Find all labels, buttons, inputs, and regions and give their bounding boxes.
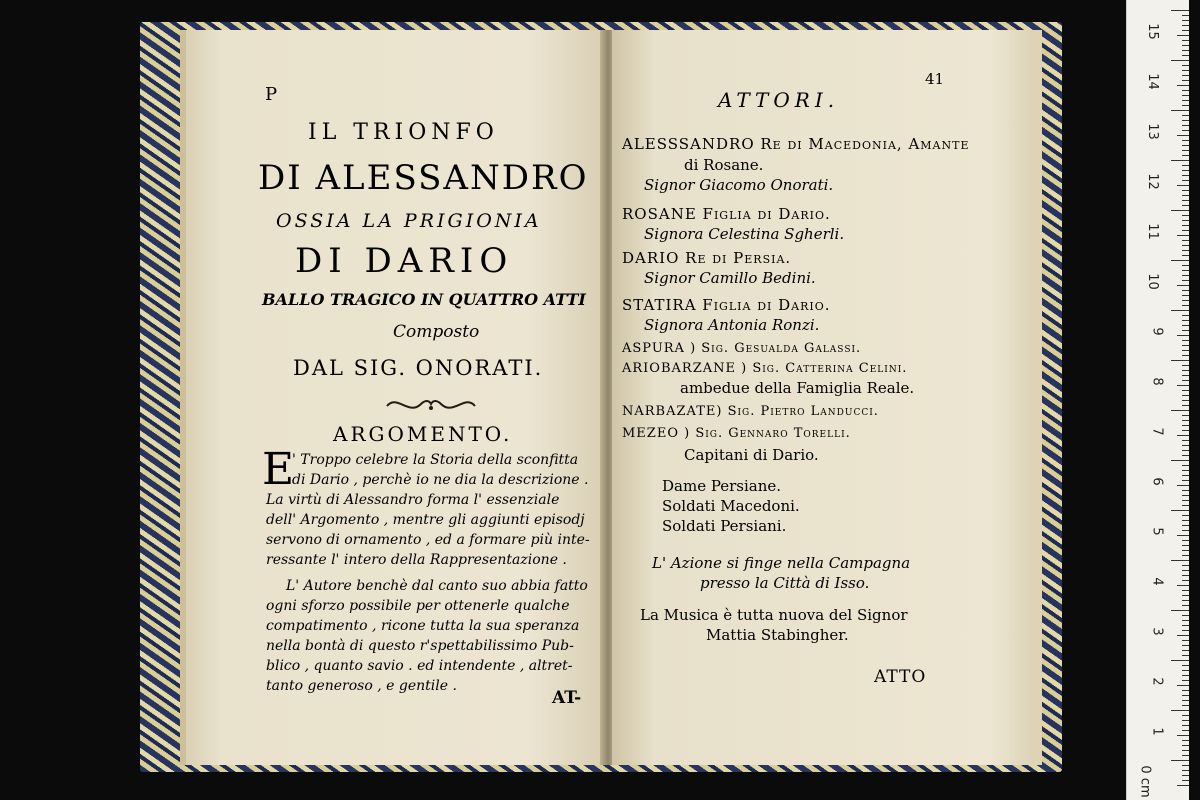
ruler-tick: [1182, 595, 1189, 596]
ruler-tick: [1182, 325, 1189, 326]
ruler-tick: [1182, 165, 1189, 166]
ruler-tick: [1182, 220, 1189, 221]
ruler-tick: [1182, 515, 1189, 516]
ruler-tick: [1182, 555, 1189, 556]
ruler-tick: [1182, 450, 1189, 451]
ruler-tick: [1182, 655, 1189, 656]
catchword-right: ATTO: [874, 667, 927, 687]
ruler-tick: [1171, 310, 1189, 311]
ruler-tick: [1182, 705, 1189, 706]
ruler-tick: [1182, 70, 1189, 71]
ruler-tick: [1171, 160, 1189, 161]
ruler-tick: [1182, 570, 1189, 571]
measuring-ruler: [1126, 0, 1189, 800]
ruler-tick: [1182, 680, 1189, 681]
para1-line: ressante l' intero della Rappresentazione .: [266, 552, 567, 568]
ruler-tick: [1182, 420, 1189, 421]
ruler-tick: [1182, 670, 1189, 671]
ruler-tick: [1182, 205, 1189, 206]
ruler-tick: [1182, 100, 1189, 101]
ruler-tick: [1182, 305, 1189, 306]
ruler-tick: [1182, 425, 1189, 426]
ruler-tick: [1182, 45, 1189, 46]
title-line-1: IL TRIONFO: [308, 120, 499, 145]
ruler-tick: [1182, 230, 1189, 231]
ruler-tick: [1182, 490, 1189, 491]
ruler-tick: [1182, 645, 1189, 646]
ruler-tick: [1182, 80, 1189, 81]
ruler-tick: [1182, 620, 1189, 621]
ruler-tick: [1171, 360, 1189, 361]
ruler-number: 9: [1149, 327, 1165, 336]
ruler-number: 14: [1145, 73, 1161, 90]
ruler-tick: [1182, 445, 1189, 446]
ruler-tick: [1171, 560, 1189, 561]
cast-line: Signor Camillo Bedini.: [644, 269, 816, 287]
ruler-tick: [1182, 665, 1189, 666]
ruler-tick: [1177, 485, 1189, 486]
ruler-tick: [1171, 410, 1189, 411]
ruler-number: 2: [1149, 677, 1165, 686]
cast-line: ARIOBARZANE ) Sig. Catterina Celini.: [622, 361, 908, 376]
ruler-tick: [1182, 315, 1189, 316]
ruler-tick: [1182, 480, 1189, 481]
ruler-tick: [1182, 565, 1189, 566]
ruler-tick: [1182, 180, 1189, 181]
music-line: La Musica è tutta nuova del Signor: [640, 606, 908, 624]
ruler-tick: [1177, 435, 1189, 436]
ruler-tick: [1182, 115, 1189, 116]
ruler-tick: [1182, 455, 1189, 456]
ruler-tick: [1177, 585, 1189, 586]
ruler-tick: [1182, 75, 1189, 76]
setting-line: L' Azione si finge nella Campagna: [652, 554, 911, 572]
ruler-tick: [1182, 170, 1189, 171]
ruler-tick: [1182, 290, 1189, 291]
ruler-tick: [1182, 245, 1189, 246]
ruler-tick: [1182, 195, 1189, 196]
ruler-tick: [1182, 740, 1189, 741]
ruler-tick: [1171, 110, 1189, 111]
ruler-tick: [1182, 770, 1189, 771]
ruler-tick: [1182, 155, 1189, 156]
ruler-number: 6: [1149, 477, 1165, 486]
ruler-tick: [1182, 475, 1189, 476]
ruler-number: 4: [1149, 577, 1165, 586]
ruler-tick: [1177, 685, 1189, 686]
para2-line: ogni sforzo possibile per ottenerle qualche: [266, 598, 570, 614]
ruler-tick: [1182, 90, 1189, 91]
ruler-tick: [1182, 225, 1189, 226]
ruler-tick: [1182, 715, 1189, 716]
ruler-tick: [1182, 265, 1189, 266]
ruler-tick: [1182, 695, 1189, 696]
ruler-tick: [1182, 20, 1189, 21]
ruler-tick: [1182, 465, 1189, 466]
ruler-tick: [1177, 535, 1189, 536]
cast-line: DARIO Re di Persia.: [622, 249, 792, 267]
cast-line: ASPURA ) Sig. Gesualda Galassi.: [622, 341, 862, 356]
title-line-5: BALLO TRAGICO IN QUATTRO ATTI: [262, 290, 586, 309]
ruler-tick: [1177, 735, 1189, 736]
cast-line: STATIRA Figlia di Dario.: [622, 296, 831, 314]
ruler-tick: [1182, 295, 1189, 296]
ruler-tick: [1182, 470, 1189, 471]
ruler-tick: [1182, 530, 1189, 531]
cast-line: Capitani di Dario.: [684, 446, 819, 464]
ruler-tick: [1182, 415, 1189, 416]
ruler-tick: [1177, 35, 1189, 36]
ruler-tick: [1182, 320, 1189, 321]
ruler-number: 7: [1149, 427, 1165, 436]
ruler-tick: [1182, 755, 1189, 756]
para1-line: di Dario , perchè io ne dia la descrizione .: [292, 472, 589, 488]
ruler-tick: [1182, 65, 1189, 66]
title-line-3: OSSIA LA PRIGIONIA: [276, 210, 542, 232]
ruler-tick: [1182, 95, 1189, 96]
cast-line: MEZEO ) Sig. Gennaro Torelli.: [622, 426, 851, 441]
ruler-tick: [1182, 630, 1189, 631]
ruler-tick: [1182, 150, 1189, 151]
ruler-tick: [1171, 660, 1189, 661]
ruler-tick: [1182, 380, 1189, 381]
ruler-number: 5: [1149, 527, 1165, 536]
argomento-heading: ARGOMENTO.: [333, 422, 513, 446]
ornament-flourish: [385, 392, 477, 416]
ruler-tick: [1182, 270, 1189, 271]
ruler-tick: [1182, 190, 1189, 191]
ruler-tick: [1182, 250, 1189, 251]
ruler-tick: [1182, 105, 1189, 106]
ruler-tick: [1182, 580, 1189, 581]
ruler-tick: [1182, 55, 1189, 56]
para2-line: nella bontà di questo r'spettabilissimo Pub-: [266, 638, 574, 654]
ruler-tick: [1182, 15, 1189, 16]
cast-line: ALESSSANDRO Re di Macedonia, Amante: [622, 135, 970, 153]
ruler-tick: [1177, 785, 1189, 786]
title-line-2: DI ALESSANDRO: [258, 158, 589, 198]
attori-heading: ATTORI.: [718, 88, 840, 112]
ruler-number: 8: [1149, 377, 1165, 386]
ruler-tick: [1177, 85, 1189, 86]
ruler-tick: [1177, 285, 1189, 286]
ruler-tick: [1182, 240, 1189, 241]
cast-line: Soldati Macedoni.: [662, 497, 800, 515]
para1-line: ' Troppo celebre la Storia della sconfitta: [292, 452, 579, 468]
setting-line: presso la Città di Isso.: [700, 574, 870, 592]
ruler-tick: [1182, 590, 1189, 591]
ruler-tick: [1182, 700, 1189, 701]
ruler-tick: [1182, 640, 1189, 641]
ruler-tick: [1182, 375, 1189, 376]
ruler-tick: [1182, 370, 1189, 371]
cast-line: Signor Giacomo Onorati.: [644, 176, 834, 194]
ruler-tick: [1182, 575, 1189, 576]
ruler-tick: [1182, 400, 1189, 401]
page-number: 41: [925, 70, 945, 88]
ruler-tick: [1182, 690, 1189, 691]
ruler-number: 10: [1145, 273, 1161, 290]
ruler-tick: [1171, 460, 1189, 461]
cast-line: Soldati Persiani.: [662, 517, 787, 535]
music-line: Mattia Stabingher.: [706, 626, 849, 644]
ruler-tick: [1182, 605, 1189, 606]
ruler-tick: [1182, 140, 1189, 141]
ruler-tick: [1182, 500, 1189, 501]
ruler-tick: [1182, 300, 1189, 301]
ruler-tick: [1182, 340, 1189, 341]
cast-line: ambedue della Famiglia Reale.: [680, 379, 915, 397]
cast-line: di Rosane.: [684, 156, 764, 174]
ruler-tick: [1182, 255, 1189, 256]
ruler-tick: [1182, 505, 1189, 506]
ruler-tick: [1177, 185, 1189, 186]
catchword-left: AT-: [552, 688, 582, 708]
para1-line: dell' Argomento , mentre gli aggiunti episodj: [266, 512, 585, 528]
ruler-tick: [1182, 125, 1189, 126]
ruler-tick: [1182, 730, 1189, 731]
para1-line: servono di ornamento , ed a formare più inte-: [266, 532, 590, 548]
ruler-tick: [1182, 175, 1189, 176]
ruler-tick: [1171, 760, 1189, 761]
ruler-tick: [1182, 365, 1189, 366]
ruler-tick: [1182, 215, 1189, 216]
ruler-tick: [1182, 50, 1189, 51]
ruler-tick: [1182, 675, 1189, 676]
ruler-tick: [1182, 550, 1189, 551]
ruler-tick: [1182, 395, 1189, 396]
title-line-6: Composto: [393, 322, 480, 342]
ruler-number: 11: [1145, 223, 1161, 240]
ruler-tick: [1182, 600, 1189, 601]
ruler-tick: [1182, 615, 1189, 616]
title-line-7: DAL SIG. ONORATI.: [293, 356, 544, 380]
ruler-tick: [1182, 765, 1189, 766]
ruler-tick: [1182, 775, 1189, 776]
title-line-4: DI DARIO: [295, 241, 514, 281]
ruler-tick: [1182, 345, 1189, 346]
para2-line: blico , quanto savio . ed intendente , altret-: [266, 658, 573, 674]
ruler-tick: [1171, 210, 1189, 211]
ruler-number: 0 cm: [1137, 765, 1153, 798]
ruler-number: 15: [1145, 23, 1161, 40]
cast-line: Signora Antonia Ronzi.: [644, 316, 820, 334]
ruler-number: 12: [1145, 173, 1161, 190]
folio-mark: P: [265, 84, 278, 105]
ruler-tick: [1182, 720, 1189, 721]
ruler-tick: [1182, 495, 1189, 496]
ruler-tick: [1182, 625, 1189, 626]
ruler-tick: [1182, 130, 1189, 131]
ruler-tick: [1177, 635, 1189, 636]
cast-line: ROSANE Figlia di Dario.: [622, 205, 831, 223]
ruler-tick: [1182, 120, 1189, 121]
ruler-tick: [1171, 10, 1189, 11]
ruler-tick: [1182, 390, 1189, 391]
ruler-tick: [1182, 440, 1189, 441]
ruler-tick: [1171, 260, 1189, 261]
ruler-tick: [1182, 780, 1189, 781]
drop-cap: E: [262, 444, 295, 495]
ruler-tick: [1182, 540, 1189, 541]
ruler-tick: [1182, 430, 1189, 431]
ruler-tick: [1182, 750, 1189, 751]
ruler-tick: [1182, 40, 1189, 41]
ruler-tick: [1182, 330, 1189, 331]
ruler-tick: [1182, 650, 1189, 651]
ruler-tick: [1171, 710, 1189, 711]
para2-line: tanto generoso , e gentile .: [266, 678, 457, 694]
ruler-tick: [1182, 145, 1189, 146]
para1-line: La virtù di Alessandro forma l' essenziale: [266, 492, 560, 508]
ruler-tick: [1182, 525, 1189, 526]
cast-line: NARBAZATE) Sig. Pietro Landucci.: [622, 404, 879, 419]
ruler-tick: [1182, 745, 1189, 746]
ruler-number: 13: [1145, 123, 1161, 140]
ruler-tick: [1182, 405, 1189, 406]
para2-line: L' Autore benchè dal canto suo abbia fatto: [286, 578, 588, 594]
ruler-tick: [1171, 60, 1189, 61]
cast-line: Signora Celestina Sgherli.: [644, 225, 845, 243]
ruler-tick: [1182, 25, 1189, 26]
ruler-tick: [1177, 335, 1189, 336]
ruler-tick: [1182, 355, 1189, 356]
ruler-tick: [1182, 280, 1189, 281]
ruler-tick: [1182, 200, 1189, 201]
ruler-tick: [1182, 350, 1189, 351]
ruler-tick: [1182, 520, 1189, 521]
ruler-number: 1: [1149, 727, 1165, 736]
ruler-tick: [1182, 725, 1189, 726]
ruler-number: 3: [1149, 627, 1165, 636]
ruler-tick: [1177, 235, 1189, 236]
ruler-tick: [1171, 610, 1189, 611]
ruler-tick: [1182, 545, 1189, 546]
ruler-tick: [1171, 510, 1189, 511]
ruler-tick: [1182, 275, 1189, 276]
ruler-tick: [1182, 30, 1189, 31]
ruler-tick: [1177, 385, 1189, 386]
para2-line: compatimento , ricone tutta la sua speranza: [266, 618, 580, 634]
ruler-tick: [1177, 135, 1189, 136]
cast-line: Dame Persiane.: [662, 477, 782, 495]
